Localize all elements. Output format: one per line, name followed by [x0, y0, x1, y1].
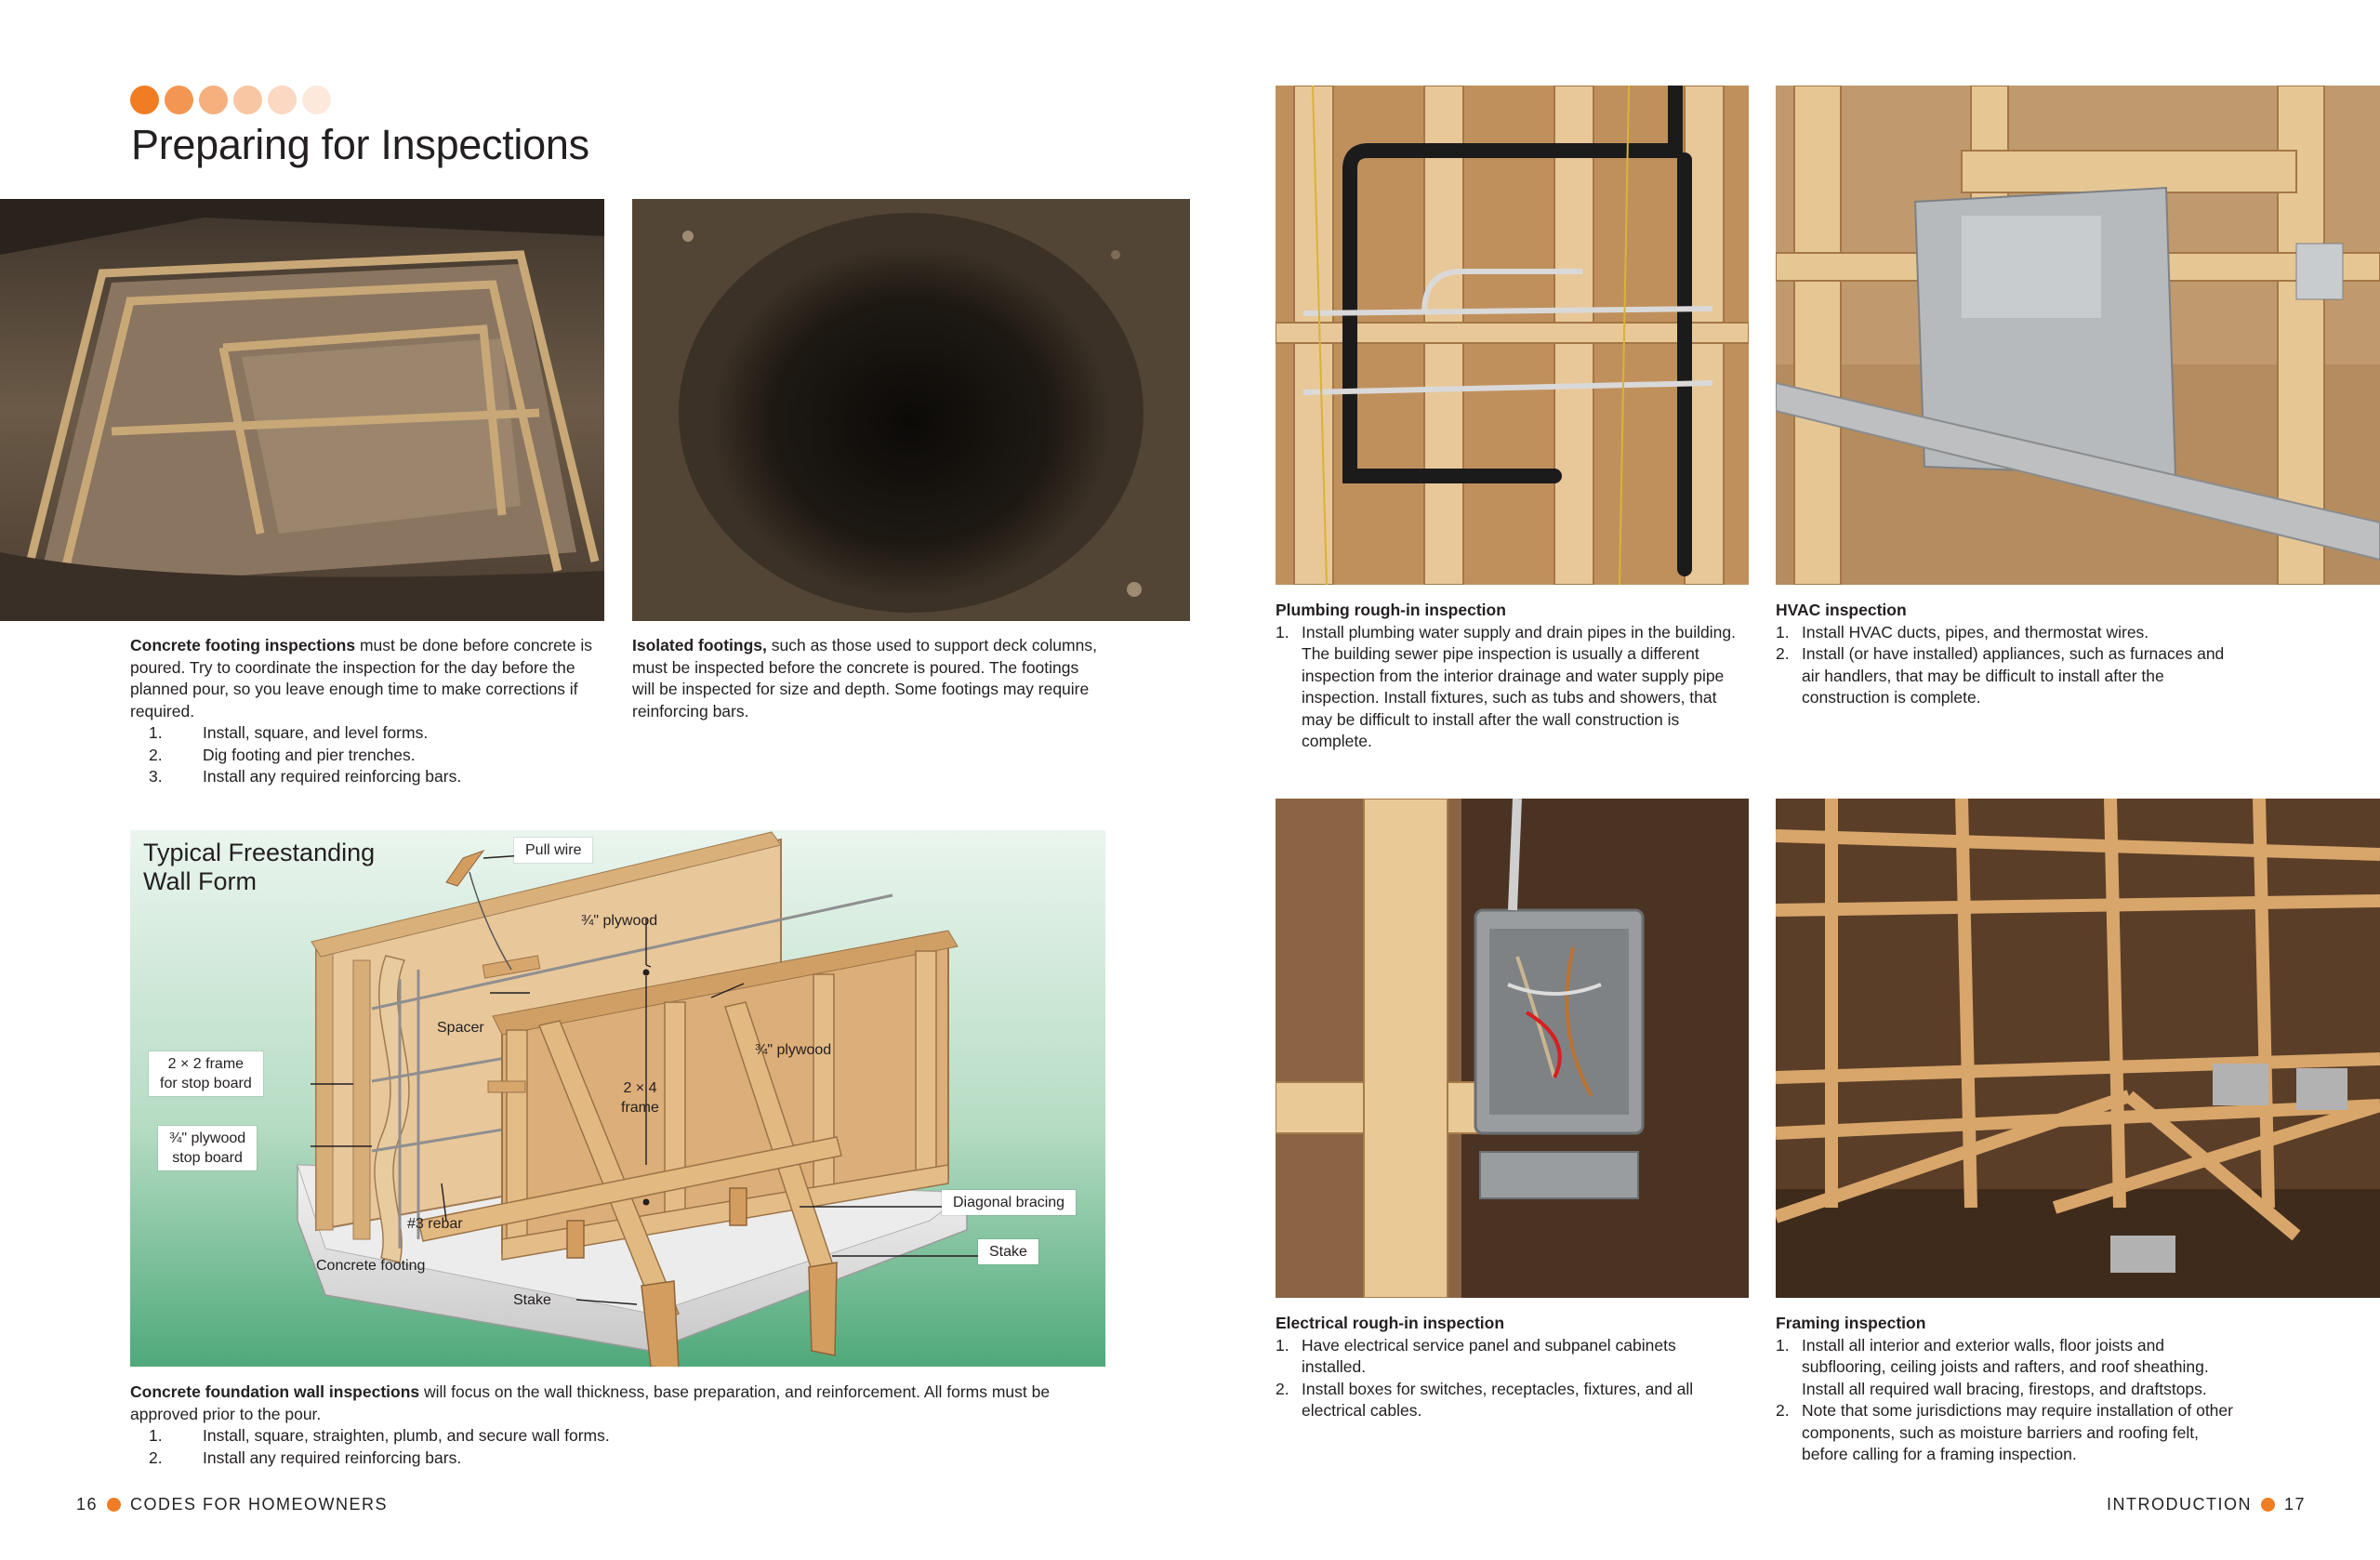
section-dot-icon	[233, 86, 262, 114]
framing-steps	[1776, 1335, 2241, 1466]
step-text: Install, square, and level forms.	[203, 723, 429, 742]
label-line: frame	[621, 1100, 659, 1116]
step-text: Install (or have installed) appliances, such as furnaces and air handlers, that may be difficult to install after the construction is complete.	[1802, 644, 2225, 707]
step-text: Install boxes for switches, receptacles, fixtures, and all electrical cables.	[1302, 1379, 1694, 1420]
footer-dot-icon	[2261, 1498, 2275, 1512]
step-text: Install HVAC ducts, pipes, and thermostat wires.	[1802, 622, 2149, 641]
diagram-title	[143, 839, 375, 896]
list-item	[1276, 1335, 1740, 1379]
step-number: 2.	[149, 1448, 163, 1467]
page-number-right: 17	[2283, 1495, 2306, 1514]
pull-wire-label: Pull wire	[514, 838, 592, 863]
step-number: 1.	[1776, 1335, 1790, 1355]
isolated-caption-lead: Isolated footings,	[632, 636, 767, 654]
section-dot-icon	[199, 86, 228, 114]
frame-2x2-label	[149, 1051, 263, 1096]
step-number: 2.	[1776, 1401, 1790, 1420]
section-dots	[130, 86, 331, 114]
book-title: CODES FOR HOMEOWNERS	[130, 1495, 389, 1514]
footing-steps	[130, 722, 595, 788]
electrical-caption-title: Electrical rough-in inspection	[1276, 1314, 1505, 1332]
step-number: 1.	[1276, 1335, 1289, 1355]
plywood-right-label: ¾" plywood	[755, 1042, 832, 1058]
framing-photo	[1776, 799, 2380, 1298]
list-item	[130, 745, 595, 767]
footing-caption-body: must be done before concrete is poured. Try to coordinate the inspection for the day before the planned pour, so you leave enough time to make corrections if required.	[130, 636, 592, 721]
step-number: 1.	[1776, 622, 1790, 641]
stake-bottom-label: Stake	[513, 1292, 551, 1308]
foundation-caption-text	[130, 1382, 1105, 1425]
step-number: 1.	[1276, 622, 1289, 641]
diagonal-bracing-label: Diagonal bracing	[942, 1190, 1076, 1215]
list-item	[1776, 622, 2241, 644]
foundation-wall-caption	[130, 1382, 1105, 1469]
plumbing-caption	[1276, 600, 1740, 753]
footing-caption	[130, 635, 595, 788]
isolated-caption-body: such as those used to support deck columns, must be inspected before the concrete is poured. The footings will be inspected for size and depth. Some footings may require reinforcing bars.	[632, 636, 1097, 721]
hvac-caption-title: HVAC inspection	[1776, 601, 1907, 619]
section-dot-icon	[165, 86, 193, 114]
list-item	[130, 722, 595, 745]
foundation-caption-body: will focus on the wall thickness, base preparation, and reinforcement. All forms must be approved prior to the pour.	[130, 1382, 1051, 1423]
spacer-label: Spacer	[437, 1020, 484, 1036]
list-item	[1776, 1335, 2241, 1401]
plumbing-steps	[1276, 622, 1740, 753]
isolated-footings-caption	[632, 635, 1097, 722]
step-text: Have electrical service panel and subpanel cabinets installed.	[1302, 1335, 1676, 1376]
label-line: ¾" plywood	[169, 1130, 246, 1146]
plumbing-photo	[1276, 86, 1749, 585]
step-number: 2.	[1276, 1379, 1289, 1398]
list-item	[1776, 1400, 2241, 1466]
step-text: Install any required reinforcing bars.	[203, 1448, 462, 1467]
label-line: 2 × 2 frame	[167, 1056, 245, 1072]
step-number: 1.	[149, 1426, 163, 1445]
stop-board-label	[158, 1126, 257, 1170]
electrical-box-photo	[1276, 799, 1749, 1298]
diagram-title-line: Typical Freestanding	[143, 839, 376, 866]
page-title: Preparing for Inspections	[131, 121, 589, 168]
diagram-title-line: Wall Form	[143, 867, 257, 895]
framing-caption	[1776, 1313, 2241, 1466]
step-text: Note that some jurisdictions may require installation of other components, such as moisture barriers and roofing felt, before calling for a framing inspection.	[1802, 1401, 2233, 1463]
step-text: Install all interior and exterior walls, floor joists and subflooring, ceiling joists and rafters, and roof sheathing. Install all required wall bracing, firestops, and draftstops.	[1802, 1335, 2209, 1398]
chapter-title: INTRODUCTION	[2106, 1495, 2252, 1514]
label-line: 2 × 4	[623, 1080, 657, 1096]
electrical-caption	[1276, 1313, 1740, 1422]
step-text: Install plumbing water supply and drain pipes in the building. The building sewer pipe inspection is usually a different inspection from the interior drainage and water supply pipe inspection. Install fixtures, such as tubs and showers, that may be difficult to install after the wall construction is complete.	[1302, 622, 1736, 750]
list-item	[1276, 1379, 1740, 1422]
electrical-steps	[1276, 1335, 1740, 1422]
step-number: 1.	[149, 723, 163, 742]
isolated-footing-hole-photo	[632, 199, 1190, 621]
step-number: 2.	[149, 745, 163, 764]
list-item	[1276, 622, 1740, 753]
frame-2x4-label	[621, 1078, 659, 1117]
stake-right-label: Stake	[978, 1239, 1038, 1264]
step-text: Dig footing and pier trenches.	[203, 745, 416, 764]
label-line: stop board	[172, 1150, 243, 1166]
hvac-photo	[1776, 86, 2380, 585]
framing-caption-title: Framing inspection	[1776, 1314, 1926, 1332]
step-number: 3.	[149, 767, 163, 786]
rebar-label: #3 rebar	[407, 1216, 463, 1232]
foundation-caption-lead: Concrete foundation wall inspections	[130, 1382, 420, 1401]
section-dot-icon	[130, 86, 159, 114]
footing-caption-lead: Concrete footing inspections	[130, 636, 356, 654]
footer-right	[2107, 1495, 2306, 1514]
footing-caption-text	[130, 635, 595, 722]
list-item	[130, 1425, 1105, 1448]
hvac-steps	[1776, 622, 2241, 709]
concrete-footing-label: Concrete footing	[316, 1258, 426, 1274]
footer-left	[76, 1495, 388, 1514]
footer-dot-icon	[107, 1498, 121, 1512]
wall-form-diagram	[130, 830, 1105, 1367]
list-item	[130, 1448, 1105, 1470]
concrete-footing-photo	[0, 199, 604, 621]
step-text: Install, square, straighten, plumb, and secure wall forms.	[203, 1426, 610, 1445]
hvac-caption	[1776, 600, 2241, 709]
list-item	[1776, 643, 2241, 709]
step-number: 2.	[1776, 644, 1790, 663]
section-dot-icon	[302, 86, 331, 114]
plywood-top-label: ¾" plywood	[581, 913, 658, 929]
step-text: Install any required reinforcing bars.	[203, 767, 462, 786]
section-dot-icon	[268, 86, 297, 114]
page-number-left: 16	[76, 1495, 99, 1514]
plumbing-caption-title: Plumbing rough-in inspection	[1276, 601, 1506, 619]
foundation-steps	[130, 1425, 1105, 1469]
list-item	[130, 766, 595, 788]
label-line: for stop board	[160, 1076, 252, 1091]
